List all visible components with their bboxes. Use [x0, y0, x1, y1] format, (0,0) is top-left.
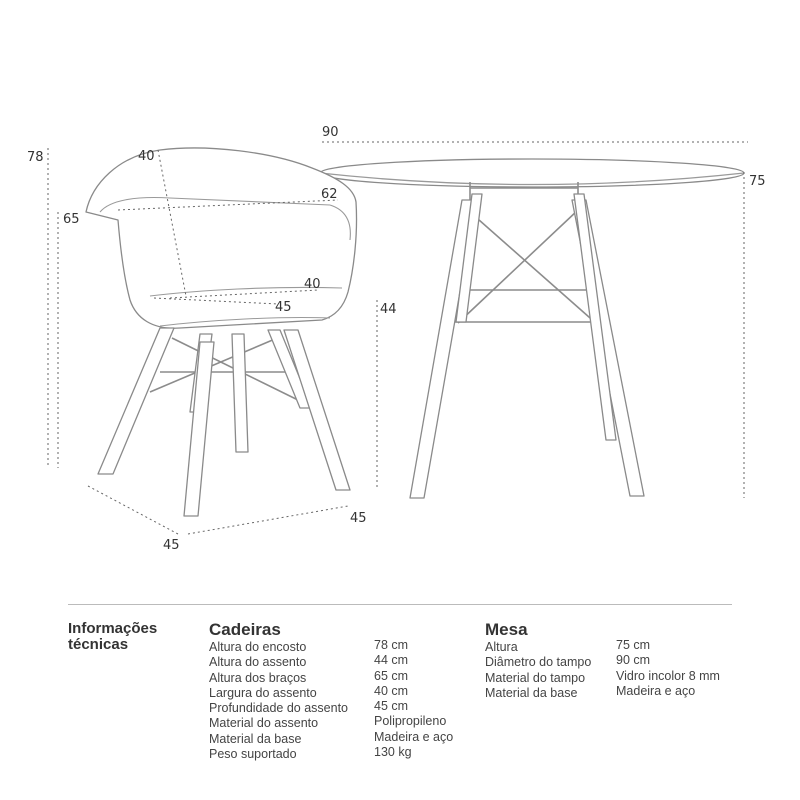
- table-leg-back-right: [574, 194, 616, 440]
- table-spec-label: Material da base: [485, 685, 578, 700]
- dim-chair-height: 78: [27, 150, 44, 165]
- dim-chair-width: 62: [321, 187, 338, 202]
- table-spec-value: Madeira e aço: [616, 683, 696, 698]
- chair-leg-front-left: [98, 328, 174, 474]
- table-spec-labels: [485, 640, 591, 701]
- specs-heading: [68, 621, 178, 653]
- chairs-spec-values: [374, 638, 453, 760]
- dim-chair-seat-depth: 45: [275, 300, 292, 315]
- chairs-spec-value: 45 cm: [374, 699, 409, 714]
- chair-leg-front-mid: [184, 342, 214, 516]
- specs-heading-line1: Informações: [68, 620, 158, 637]
- chair-shell: [86, 148, 357, 328]
- chairs-spec-value: 40 cm: [374, 683, 409, 698]
- chairs-spec-value: Madeira e aço: [374, 729, 454, 744]
- table-spec-values: [616, 638, 720, 699]
- chairs-spec-label: Material da base: [209, 731, 302, 746]
- chairs-spec-label: Profundidade do assento: [209, 701, 348, 716]
- table-spec-value: Vidro incolor 8 mm: [616, 668, 720, 683]
- chair-illustration: [86, 148, 357, 516]
- chairs-spec-label: Material do assento: [209, 716, 319, 731]
- chairs-title: Cadeiras: [209, 620, 281, 639]
- table-spec-label: Material do tampo: [485, 670, 586, 685]
- dim-chair-seat-height: 44: [380, 302, 397, 317]
- table-title: Mesa: [485, 620, 528, 639]
- table-spec-label: Diâmetro do tampo: [485, 655, 592, 670]
- chairs-spec-label: Peso suportado: [209, 747, 297, 762]
- section-divider: [68, 604, 732, 605]
- dim-chair-arm-height: 65: [63, 212, 80, 227]
- chairs-spec-value: 44 cm: [374, 653, 409, 668]
- dim-chair-seat-width: 40: [304, 277, 321, 292]
- chairs-spec-label: Altura do assento: [209, 655, 307, 670]
- table-spec-value: 90 cm: [616, 653, 651, 668]
- dim-chair-base-right: 45: [350, 511, 367, 526]
- dim-chair-backrest: 40: [138, 149, 155, 164]
- chairs-spec-value: 130 kg: [374, 745, 412, 760]
- chair-leg-front-right: [284, 330, 350, 490]
- chairs-spec-labels: [209, 640, 348, 762]
- chairs-spec-label: Largura do assento: [209, 685, 317, 700]
- chairs-spec-label: Altura do encosto: [209, 640, 307, 654]
- table-spec-label: Altura: [485, 640, 518, 654]
- chairs-spec-value: Polipropileno: [374, 714, 447, 729]
- dim-table-height: 75: [749, 174, 766, 189]
- specs-heading-line2: técnicas: [68, 636, 129, 653]
- table-glass-top: [320, 159, 744, 187]
- table-spec-value: 75 cm: [616, 638, 651, 652]
- dim-chair-base-left: 45: [163, 538, 180, 553]
- chairs-spec-value: 78 cm: [374, 638, 409, 652]
- chairs-spec-value: 65 cm: [374, 668, 409, 683]
- chairs-spec-label: Altura dos braços: [209, 670, 307, 685]
- table-illustration: [320, 159, 744, 498]
- dim-table-diameter: 90: [322, 125, 339, 140]
